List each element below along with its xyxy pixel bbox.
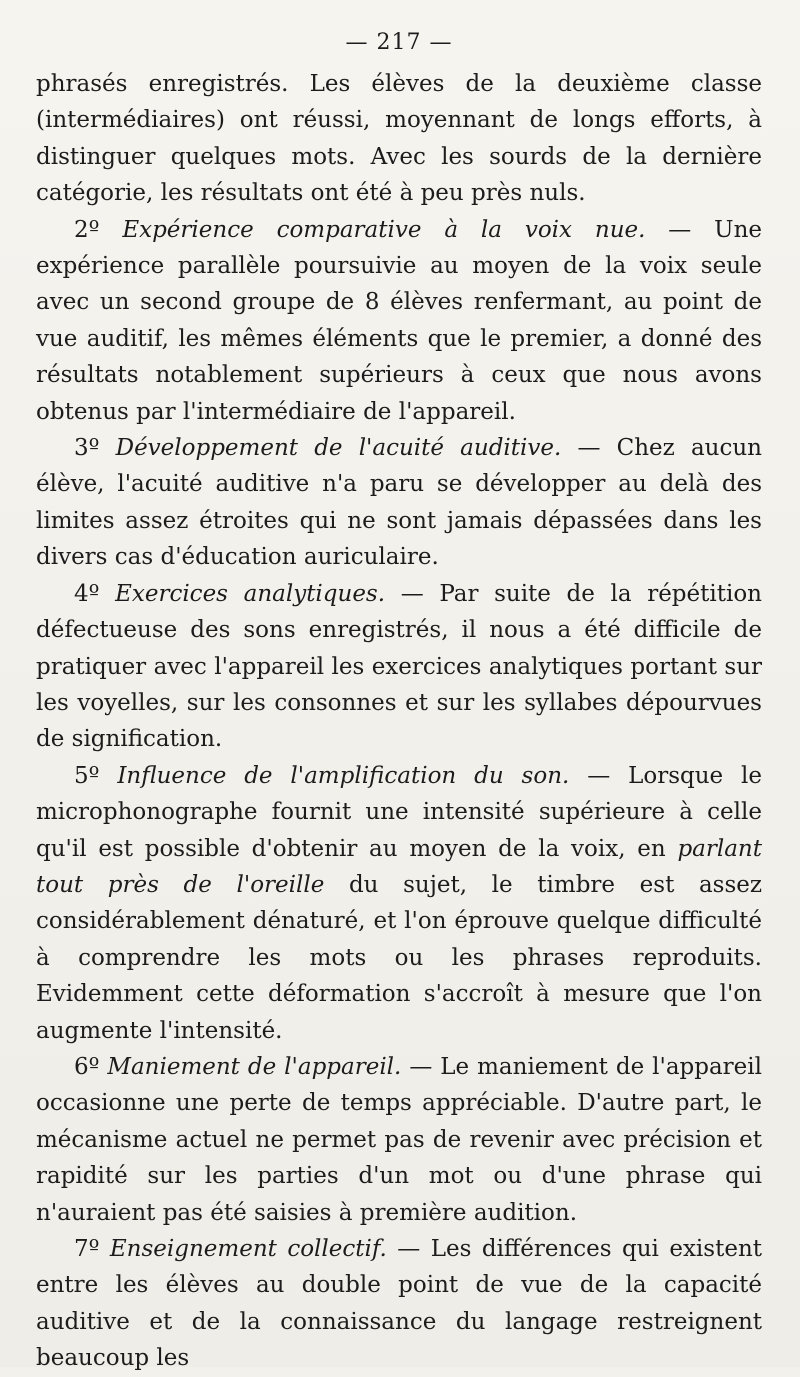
paragraph-heading: Développement de l'acuité auditive. [115,435,562,462]
paragraph-2-voix-nue [36,212,762,430]
paragraph-heading: Maniement de l'appareil. [107,1053,402,1080]
paragraph-text: — Par suite de la répétition défectueuse des sons enregistrés, il nous a été difficile de pratiquer avec l'appareil les exercices analytiques portant sur les voyelles, sur les consonnes et sur les syllabes dépourvues de signification. [36,580,762,753]
paragraph-heading: Expérience comparative à la voix nue. [122,216,646,243]
paragraph-number: 7º [74,1236,110,1262]
paragraph-5-amplification [36,758,762,1049]
paragraph-text-before-emphasis: — Lorsque le microphonographe fournit une intensité supérieure à celle qu'il est possible d'obtenir au moyen de la voix, en [36,762,763,862]
paragraph-text: du sujet, le timbre est assez considérablement dénaturé, et l'on éprouve quelque difficulté à comprendre les mots ou les phrases reproduits. Evidemment cette déformation s'accroît à mesure que l'on augmente l'intensité. [36,871,762,1044]
paragraph-heading: Exercices analytiques. [115,580,386,607]
paragraph-heading: Enseignement collectif. [109,1236,387,1262]
paragraph-7-enseignement [36,1231,762,1377]
paragraph-number: 4º [74,580,116,607]
paragraph-number: 2º [74,216,123,243]
paragraph-emphasis: parlant tout près de l'oreille [36,835,762,898]
paragraph-heading: Influence de l'amplification du son. [117,762,570,789]
paragraph-text: — Chez aucun élève, l'acuité auditive n'a paru se développer au delà des limites assez étroites qui ne sont jamais dépassées dans les divers cas d'éducation auriculaire. [36,435,762,571]
paragraph-4-exercices [36,576,762,758]
paragraph-number: 5º [74,762,118,789]
paragraph-number: 3º [74,435,116,462]
paragraph-continuation [36,66,762,212]
paragraph-text: — Le maniement de l'appareil occasionne une perte de temps appréciable. D'autre part, le mécanisme actuel ne permet pas de revenir avec précision et rapidité sur les parties d'un mot ou d'une phrase qui n'auraient pas été saisies à première audition. [36,1053,763,1226]
page-number: — 217 — [345,30,453,55]
paragraph-text: phrasés enregistrés. Les élèves de la deuxième classe (intermédiaires) ont réussi, moyennant de longs efforts, à distinguer quelques mots. Avec les sourds de la dernière catégorie, les résultats ont été à peu près nuls. [36,71,762,207]
paragraph-number: 6º [74,1053,108,1080]
paragraph-6-maniement [36,1049,762,1231]
paragraph-text: — Une expérience parallèle poursuivie au moyen de la voix seule avec un second groupe de 8 élèves renfermant, au point de vue auditif, les mêmes éléments que le premier, a donné des résultats notablement supérieurs à ceux que nous avons obtenus par l'intermédiaire de l'appareil. [36,216,762,425]
body-text [36,66,762,1377]
paragraph-text: — Les différences qui existent entre les élèves au double point de vue de la capacité auditive et de la connaissance du langage restreignent beaucoup les [36,1236,762,1372]
paragraph-3-acuite [36,430,762,576]
